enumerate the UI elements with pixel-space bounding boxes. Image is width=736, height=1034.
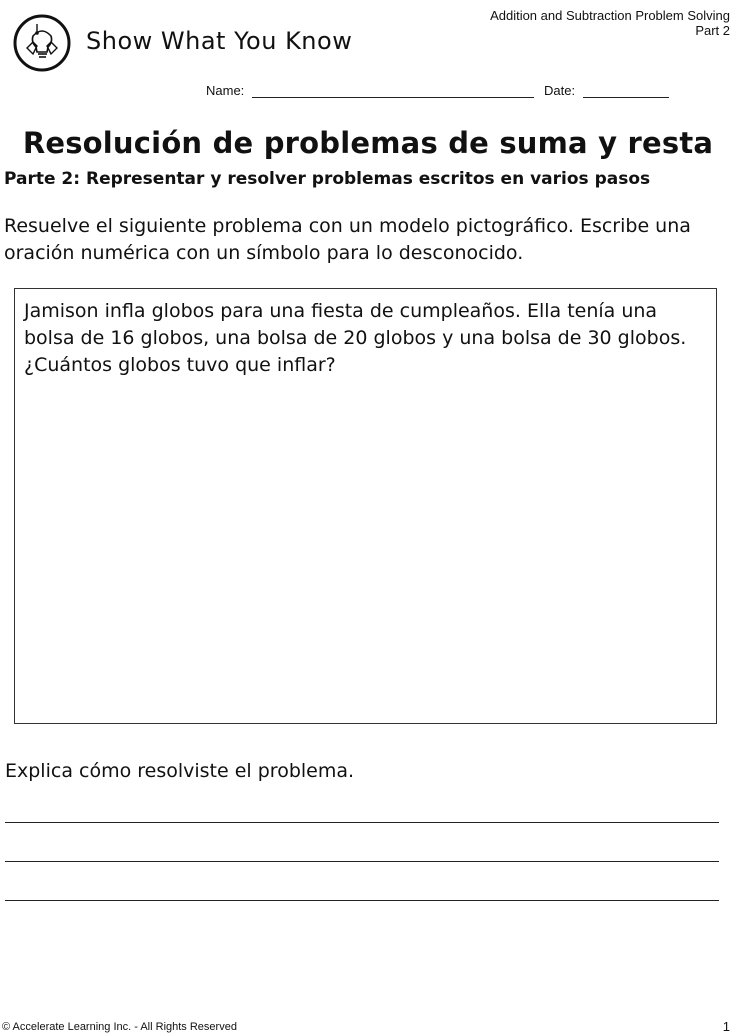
answer-line[interactable] (5, 822, 719, 823)
problem-answer-box[interactable] (14, 288, 717, 724)
answer-line[interactable] (5, 861, 719, 862)
lightbulb-with-hands-icon (13, 14, 71, 72)
name-label: Name: (206, 83, 245, 98)
brand-title: Show What You Know (86, 27, 353, 55)
explain-prompt: Explica cómo resolviste el problema. (5, 760, 355, 782)
answer-line[interactable] (5, 900, 719, 901)
unit-part: Part 2 (695, 23, 730, 38)
name-field[interactable] (252, 97, 534, 98)
page-title: Resolución de problemas de suma y resta (22, 126, 714, 160)
instructions: Resuelve el siguiente problema con un modelo pictográfico. Escribe una oración numérica con un símbolo para lo desconocido. (4, 215, 691, 264)
copyright-footer: © Accelerate Learning Inc. - All Rights Reserved (2, 1021, 237, 1033)
problem-text: Jamison infla globos para una fiesta de cumpleaños. Ella tenía una bolsa de 16 globos, una bolsa de 20 globos y una bolsa de 30 globos. ¿Cuántos globos tuvo que inflar? (24, 300, 687, 376)
unit-heading (490, 8, 730, 38)
date-label: Date: (544, 83, 576, 98)
page-number: 1 (722, 1019, 730, 1034)
page-subtitle: Parte 2: Representar y resolver problemas escritos en varios pasos (4, 169, 651, 189)
date-field[interactable] (583, 97, 669, 98)
unit-title: Addition and Subtraction Problem Solving (490, 8, 730, 23)
